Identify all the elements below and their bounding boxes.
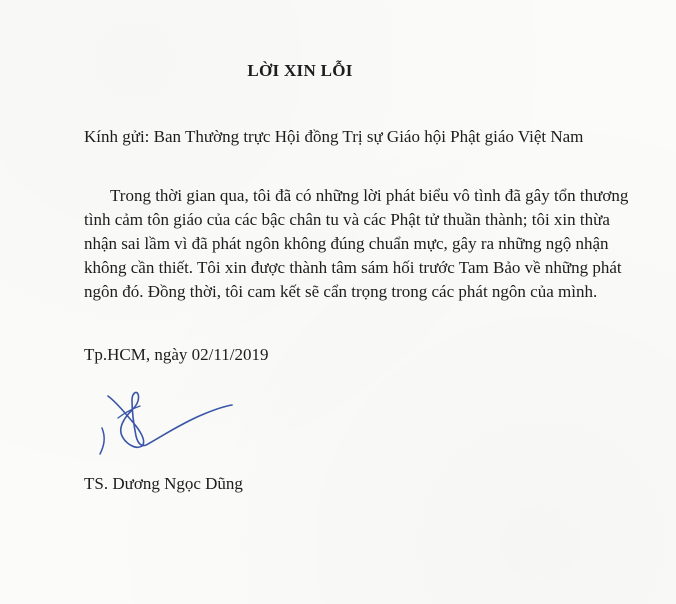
body-line: Trong thời gian qua, tôi đã có những lời phát biểu vô tình đã gây tổn thương bbox=[110, 186, 629, 205]
place-date: Tp.HCM, ngày 02/11/2019 bbox=[84, 345, 269, 364]
signer-name: TS. Dương Ngọc Dũng bbox=[84, 474, 243, 493]
handwritten-signature bbox=[92, 388, 242, 456]
body-line: không cần thiết. Tôi xin được thành tâm sám hối trước Tam Bảo về những phát bbox=[84, 258, 622, 277]
letter-title: LỜI XIN LỖI bbox=[247, 61, 353, 80]
body-line: tình cảm tôn giáo của các bậc chân tu và các Phật tử thuần thành; tôi xin thừa bbox=[84, 210, 610, 229]
letter-body bbox=[84, 184, 629, 304]
body-line: ngôn đó. Đồng thời, tôi cam kết sẽ cẩn trọng trong các phát ngôn của mình. bbox=[84, 282, 598, 301]
body-line: nhận sai lầm vì đã phát ngôn không đúng chuẩn mực, gây ra những ngộ nhận bbox=[84, 234, 609, 253]
salutation: Kính gửi: Ban Thường trực Hội đồng Trị sự Giáo hội Phật giáo Việt Nam bbox=[84, 127, 584, 146]
